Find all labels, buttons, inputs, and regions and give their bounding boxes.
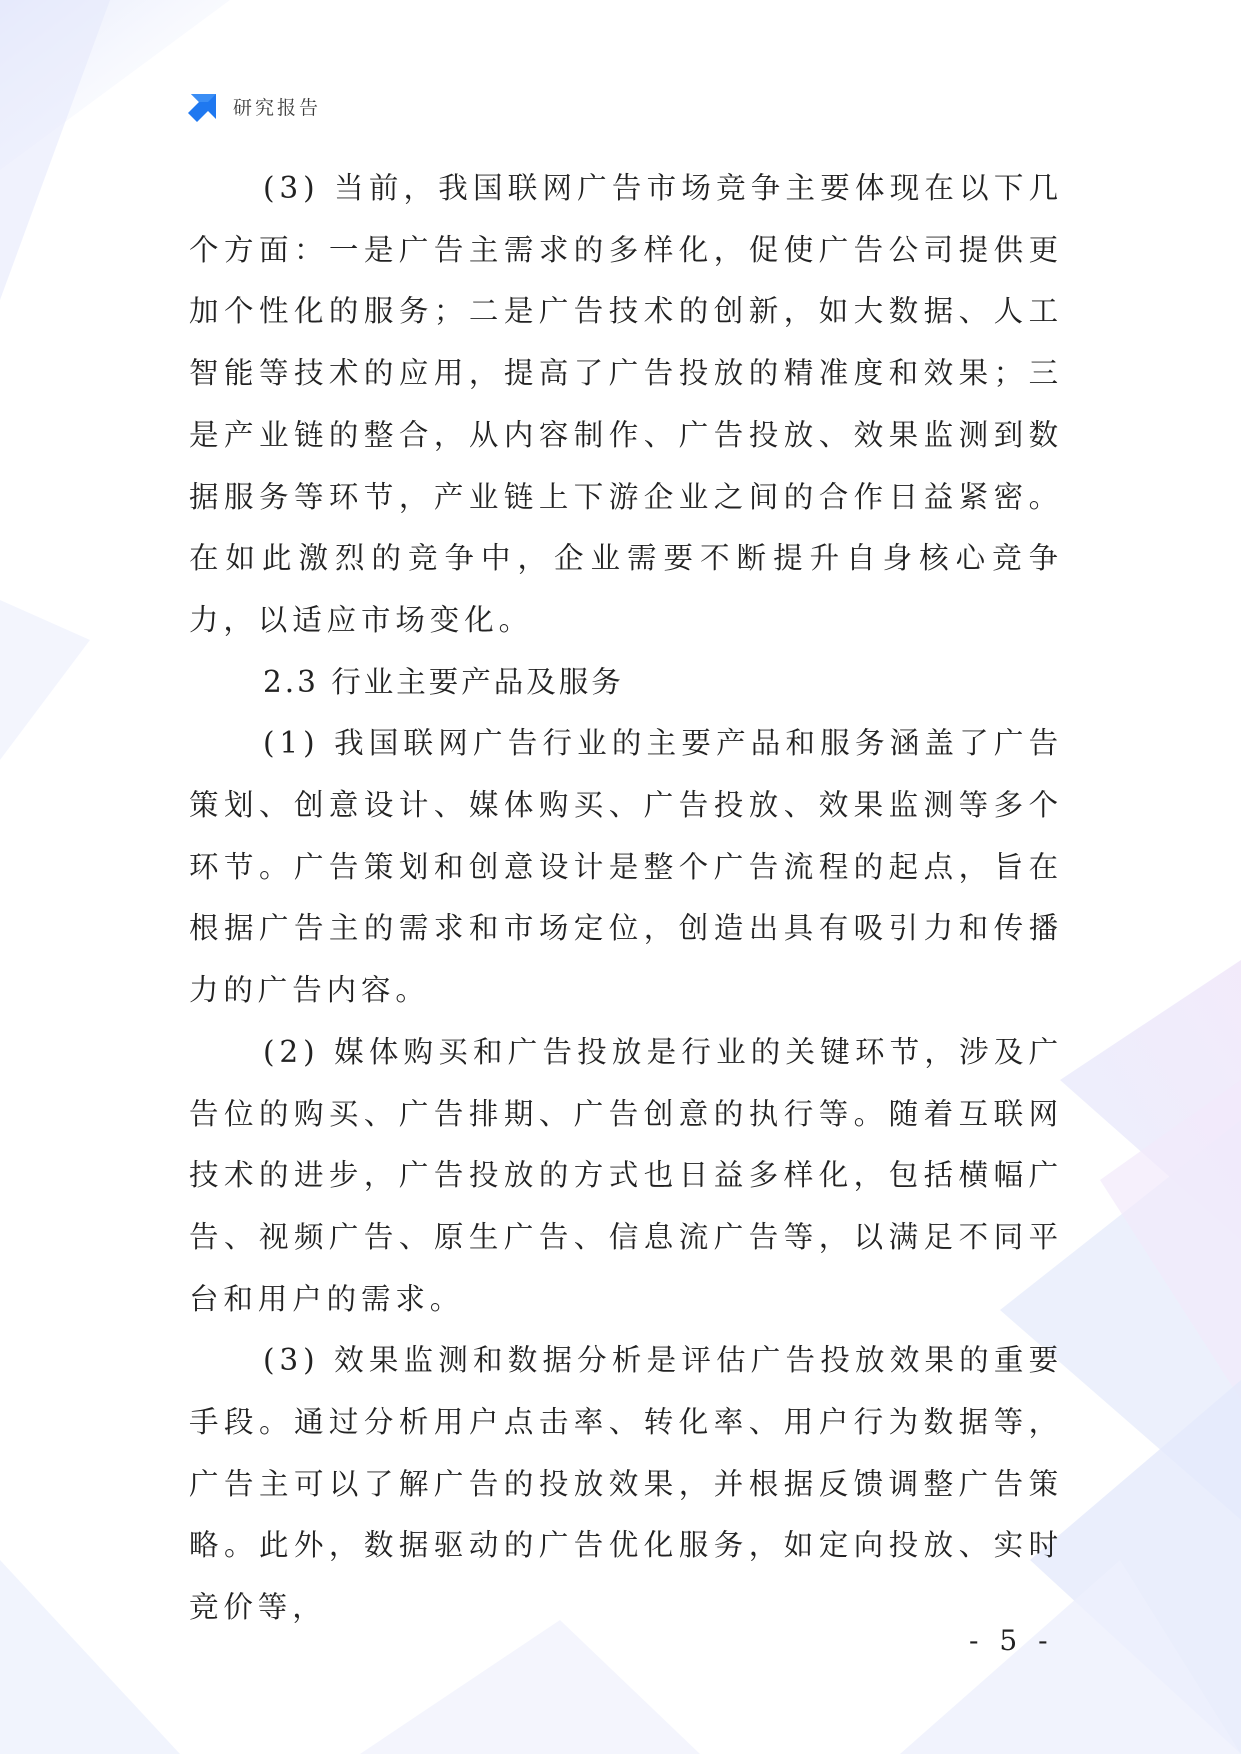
main-content (189, 158, 1063, 1639)
page-number: - 5 - (969, 1624, 1054, 1657)
paragraph-media-buying: (2) 媒体购买和广告投放是行业的关键环节，涉及广告位的购买、广告排期、广告创意的执行等。随着互联网技术的进步，广告投放的方式也日益多样化，包括横幅广告、视频广告、原生广告、信息流广告等，以满足不同平台和用户的需求。 (189, 1034, 1063, 1316)
paragraph-products-services: (1) 我国联网广告行业的主要产品和服务涵盖了广告策划、创意设计、媒体购买、广告投放、效果监测等多个环节。广告策划和创意设计是整个广告流程的起点，旨在根据广告主的需求和市场定位，创造出具有吸引力和传播力的广告内容。 (189, 726, 1063, 1008)
report-header (186, 89, 321, 123)
paragraph-effect-monitoring: (3) 效果监测和数据分析是评估广告投放效果的重要手段。通过分析用户点击率、转化率、用户行为数据等，广告主可以了解广告的投放效果，并根据反馈调整广告策略。此外，数据驱动的广告优化服务，如定向投放、实时竞价等， (189, 1343, 1063, 1625)
header-title: 研究报告 (233, 96, 322, 119)
paragraph-market-competition: (3) 当前，我国联网广告市场竞争主要体现在以下几个方面：一是广告主需求的多样化，促使广告公司提供更加个性化的服务；二是广告技术的创新，如大数据、人工智能等技术的应用，提高了广告投放的精准度和效果；三是产业链的整合，从内容制作、广告投放、效果监测到数据服务等环节，产业链上下游企业之间的合作日益紧密。在如此激烈的竞争中，企业需要不断提升自身核心竞争力，以适应市场变化。 (189, 171, 1063, 637)
arrow-logo-icon (186, 89, 220, 123)
section-heading: 2.3 行业主要产品及服务 (263, 664, 624, 699)
